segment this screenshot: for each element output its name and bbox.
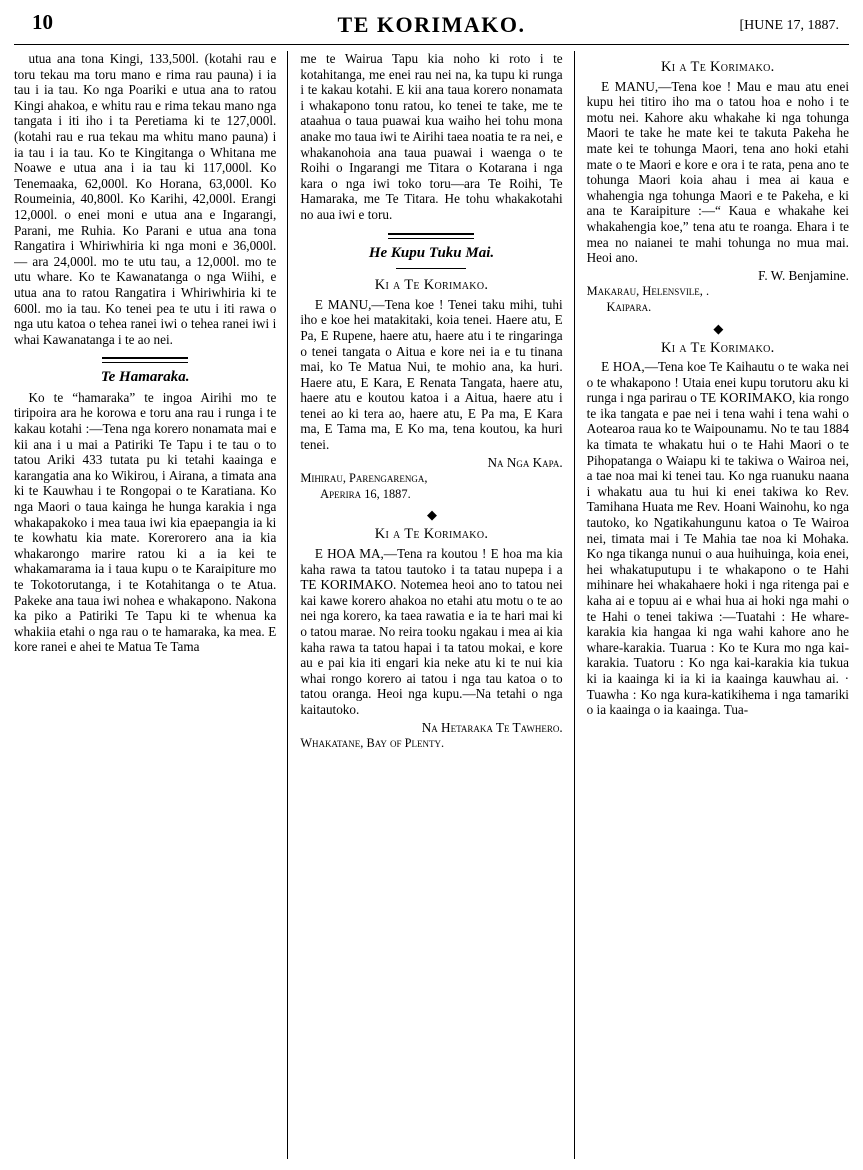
letter-place: Mihirau, Parengarenga,: [300, 471, 428, 486]
paragraph: E HOA MA,—Tena ra koutou ! E hoa ma kia kaha rawa ta tatou tautoko i ta tatau nupepa i a TE KORIMAKO. Notemea heoi ano to tatou nei kai kawe korero ahakoa no etahi atu motu o te ao nei nga korero, ka taea rawatia e ia te hari mai ki o tatou marae. No reira tooku ngakau i mea ai kia kaha rawa ta tatou hapai i ta tatou mokai, e kore au e pai kia iti engari kia neke atu ki te nui kia whai rongo korero ai tatou i nga tau katoa o to tatou oranga. Heoi nga kupu.—Na tetahi o nga kaitautoko.: [300, 546, 563, 717]
letter-addressee: Ki a Te Korimako.: [374, 277, 489, 294]
letter-place: Whakatane, Bay of Plenty.: [300, 736, 445, 751]
letter-addressee: Ki a Te Korimako.: [374, 526, 489, 543]
ornament-divider: ◆: [426, 507, 436, 523]
paragraph: utua ana tona Kingi, 133,500l. (kotahi rau e toru tekau ma toru mano e rima rau pauna) i ia tau i ia tau. Ko nga Poariki e utua ana to ratou Kingi ahakoa, e whitu rau e rima tekau mano nga tangata i iti iho i ta Peretiama ki te 127,000l. (kotahi rau e rua tekau ma whitu mano pauna) i ia tau i ia tau. Ko te Kingitanga o Whitana me Noawe e utua ana i ia tau ki 117,000l. Ko Tenemaaka, 62,000l. Ko Horana, 63,000l. Ko Roumeinia, 40,800l. Ko Karihi, 42,000l. Erangi 12,000l. o enei moni e utua ana e Ingarangi, Parani, me Ruhia. Ko Parani e utua ana tona Rangatira i Whiriwhiria ki nga moni e 36,000l. — ara 24,000l. mo te utu tau, a 12,000l. mo te utu whare. Ko te Kawanatanga o nga Wiihi, e utua ana to ratou Rangatira i Whiriwhiria ki te 600l. mo ia tau. Ko tenei pea te utu i iti rawa o nga utu katoa o tehea ranei iwi o tehea ranei iwi i whai Kawanatanga i te ao nei.: [14, 51, 277, 347]
paragraph: Ko te “hamaraka” te ingoa Airihi mo te tiripoira ara he korowa e toru ana rau i runga i te kakau kotahi :—Tena nga korero nonamata mai e kii ana i u mai a Patiriki Te Tapu i te tau o to tatou Ariki 433 tutata pu ki tetahi kaainga e karangatia ana ko Wikirou, i Airana, a timata ana ki te Kauwhau i te Rongopai o te Karatiana. Ko nga Maori o taua kainga he hunga karakia i nga whakapakoko i mea taua iwi kia epaepangia ia ki te kowhatu kia mate. Korerorero ana ia kia whakarongo marire ratou ki a ia kei te whakamarama ia i taua kupu o te Karaipiture mo te Tokotorutanga, i te Kotahitanga o te Atua. Pakeke ana taua iwi nohea e whakapono. Nakona ka piko a Patiriki Te Tapu ki te whenua ka whakiia etahi o nga rau o te hamaraka, ka mea. E kore ranei e ahei te Matua Te Tama: [14, 389, 277, 655]
letter-signature: F. W. Benjamine.: [758, 267, 849, 283]
section-divider: [388, 233, 474, 239]
letter-signature: Na Nga Kapa.: [487, 454, 563, 470]
column-right: [574, 51, 849, 1159]
letter-place-2: Kaipara.: [606, 299, 652, 314]
letter-place: Makarau, Helensvile, .: [586, 284, 710, 299]
column-left: [14, 51, 276, 1159]
paragraph: me te Wairua Tapu kia noho ki roto i te kotahitanga, me enei rau nei na, ka tupu ki runga i te kakau kotahi. E kii ana taua korero nonamata i whakapono tonu ratou, ko tenei te take, me te ataahua o taua puawai kua waiho hei tohu mona anake mo taua iwi te Airihi taea noatia te ra nei, e whakanohoia ana taua puawai i waenga o te Roihi o Ingarangi me Titara o Kotarana i nga kara o nga iwi toko toru—ara Te Roihi, Te Hamaraka, me Te Titara. He tohu whakakotahi no aua iwi e toru.: [300, 51, 563, 222]
section-heading-he-kupu-tuku-mai: He Kupu Tuku Mai.: [368, 244, 495, 261]
masthead-rule: [14, 44, 849, 45]
page-number: 10: [32, 10, 53, 34]
heading-underline: [396, 268, 466, 269]
paragraph: E HOA,—Tena koe Te Kaihautu o te waka nei o te whakapono ! Utaia enei kupu torutoru aku ki runga i nga parirau o TE KORIMAKO, kia rongo te ika tangata e pae nei i tena wahi i tena wahi o Aotearoa raua ko te Waipounamu. No te tau 1884 ka timata te whakatu hui o te Hahi Maori o te Pihopatanga o Waiapu ki te takiwa o Wairoa nei, a tae noa mai ki tenei tau. Ko nga ruanuku naana i whakatu aua tu hui ki enei takiwa ko Rev. Tamihana Huata me Rev. Hoani Wainohu, ko nga tautoko, ko Ngatikahungunu katoa o Te Wairoa nei, timata mai i Te Mahia tae noa ki Mohaka. Ko nga tikanga nunui o aua huihuinga, koia enei, hei whakatuputupu i te whakapono o te Hahi mihinare hei whakahaere hoki i nga ritenga pai e kaha ai e topuu ai e whai hua ai hoki nga mahi o te Hahi o tenei takiwa :—Tuatahi : He whare-karakia kia hangaa ki nga wahi kahore ano he whare-karakia. Tuarua : Ko te Kura mo nga kai-karakia. Tuatoru : Ko nga kai-karakia kia tukua ki ia kaainga ki ia ki ia kaainga kauwhau ai. · Tuawha : Ko nga kura-katikihema i nga tamariki o ia kaainga o ia kaainga. Tua-: [586, 359, 849, 718]
issue-date: [HUNE 17, 1887.: [739, 18, 839, 33]
column-container: [14, 51, 849, 1159]
letter-signature: Na Hetaraka Te Tawhero.: [421, 719, 563, 735]
paragraph: E MANU,—Tena koe ! Tenei taku mihi, tuhi iho e koe hei matakitaki, koia tenei. Haere atu, E Pa, E Rupene, haere atu, haere atu i te ringaringa o tenei tangata o Aitua e kore nei ia e tu tinana mai, ko Te Matua Nui, te mohio ana, ka huri. Haere atu, E Kara, E Renata Tangata, haere atu, haere atu e koutou katoa i a Aitua, haere atu i tenei ao ki tera ao, haere atu, E Pa ma, E Kara ma, E Tama ma, E Ko ma, tena koutou, ka huri tenei.: [300, 296, 563, 453]
letter-date: Aperira 16, 1887.: [320, 486, 411, 501]
letter-addressee: Ki a Te Korimako.: [661, 59, 775, 75]
masthead: [14, 8, 849, 42]
ornament-divider: ◆: [713, 320, 723, 336]
paper-title: TE KORIMAKO.: [337, 12, 526, 37]
letter-addressee: Ki a Te Korimako.: [661, 339, 775, 356]
column-middle: [287, 51, 562, 1159]
paragraph: E MANU,—Tena koe ! Mau e mau atu enei kupu hei titiro iho ma o tatou hoa e noho i te motu nei. Kahore aku whakahe ki nga tohunga Maori te take he mate kei te takuta Pakeha he mate kei te tohunga Maori, tena ano hoki etahi mate o te Maori e kore e ora i te rata, pena ano te tohunga Maori koia ahau i mea ai kaua e whahengia nga tohunga Maori e te Pakeha, e ki ana te Karaipiture :—“ Kaua e whakahe kei whakahengia koe,” tena atu te roanga. Ehara i te mea no naianei te mahi tohunga no mua mai. Heoi ano.: [586, 78, 849, 266]
section-divider: [102, 357, 188, 363]
section-heading-hamaraka: Te Hamaraka.: [100, 369, 190, 386]
